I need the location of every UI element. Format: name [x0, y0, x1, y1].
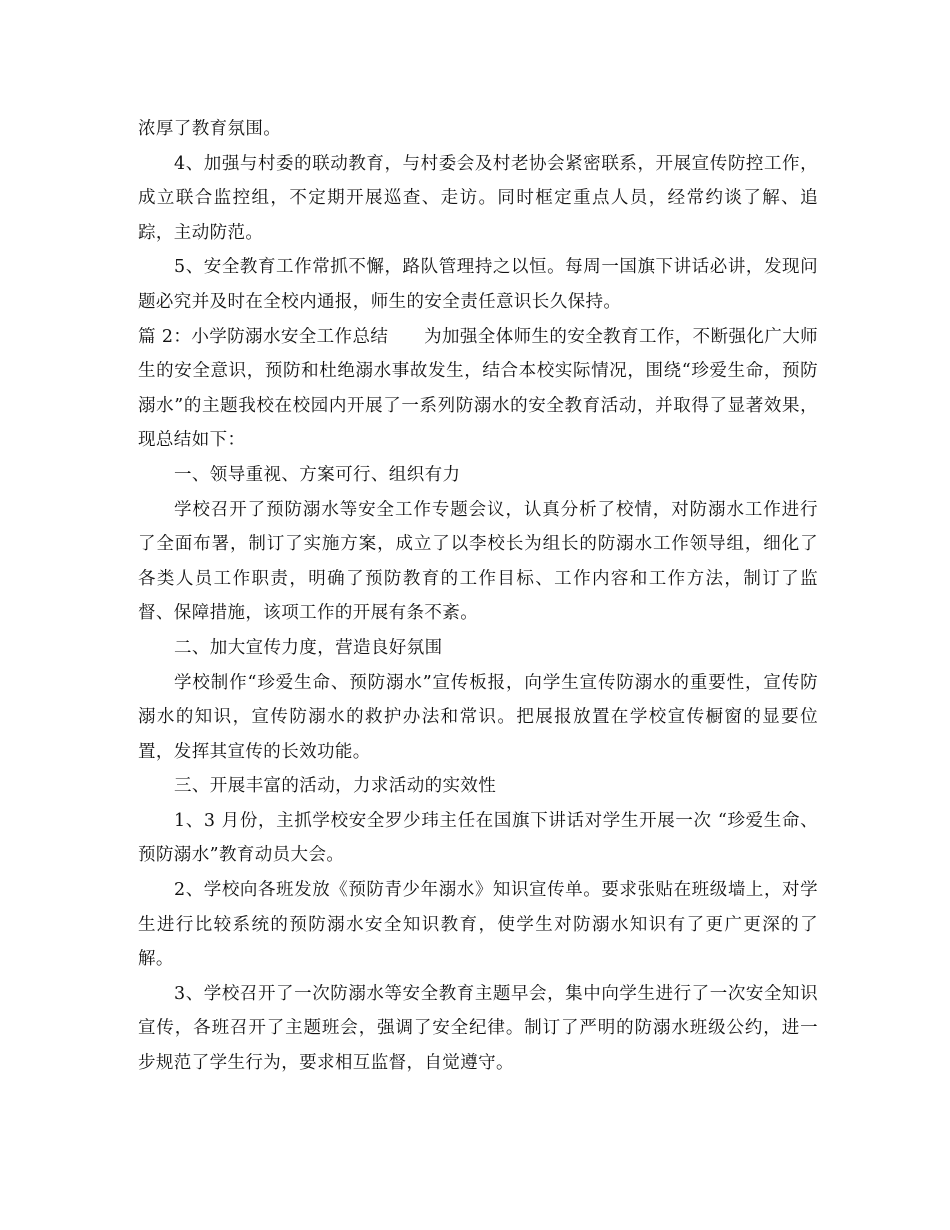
- paragraph-item-5: 5、安全教育工作常抓不懈，路队管理持之以恒。每周一国旗下讲话必讲，发现问题必究并及时在全校内通报，师生的安全责任意识长久保持。: [138, 257, 818, 312]
- section-heading-3: 三、开展丰富的活动，力求活动的实效性: [174, 776, 497, 797]
- paragraph-continuation: 浓厚了教育氛围。: [138, 119, 282, 139]
- paragraph-activity-3: 3、学校召开了一次防溺水等安全教育主题早会，集中向学生进行了一次安全知识宣传，各班召开了主题班会，强调了安全纪律。制订了严明的防溺水班级公约，进一步规范了学生行为，要求相互监督，自觉遵守。: [138, 983, 818, 1074]
- paragraph-item-4: 4、加强与村委的联动教育，与村委会及村老协会紧密联系，开展宣传防控工作，成立联合监控组，不定期开展巡查、走访。同时框定重点人员，经常约谈了解、追踪，主动防范。: [138, 153, 818, 243]
- paragraph-article-2-intro: 篇 2：小学防溺水安全工作总结 为加强全体师生的安全教育工作，不断强化广大师生的安全意识，预防和杜绝溺水事故发生，结合本校实际情况，围绕“珍爱生命，预防溺水”的主题我校在校园内开展了一系列防溺水的安全教育活动，并取得了显著效果，现总结如下：: [138, 326, 818, 451]
- section-heading-2: 二、加大宣传力度，营造良好氛围: [174, 637, 443, 658]
- paragraph-activity-2: 2、学校向各班发放《预防青少年溺水》知识宣传单。要求张贴在班级墙上，对学生进行比较系统的预防溺水安全知识教育，使学生对防溺水知识有了更广更深的了解。: [138, 880, 818, 970]
- paragraph-section-1: 学校召开了预防溺水等安全工作专题会议，认真分析了校情，对防溺水工作进行了全面布署，制订了实施方案，成立了以李校长为组长的防溺水工作领导组，细化了各类人员工作职责，明确了预防教育的工作目标、工作内容和工作方法，制订了监督、保障措施，该项工作的开展有条不紊。: [138, 499, 818, 624]
- section-heading-1: 一、领导重视、方案可行、组织有力: [174, 464, 461, 485]
- document-body: [138, 112, 818, 1081]
- paragraph-section-2: 学校制作“珍爱生命、预防溺水”宣传板报，向学生宣传防溺水的重要性，宣传防溺水的知识，宣传防溺水的救护办法和常识。把展报放置在学校宣传橱窗的显要位置，发挥其宣传的长效功能。: [138, 672, 818, 762]
- paragraph-activity-1: 1、3 月份，主抓学校安全罗少玮主任在国旗下讲话对学生开展一次 “珍爱生命、预防溺水”教育动员大会。: [138, 810, 818, 866]
